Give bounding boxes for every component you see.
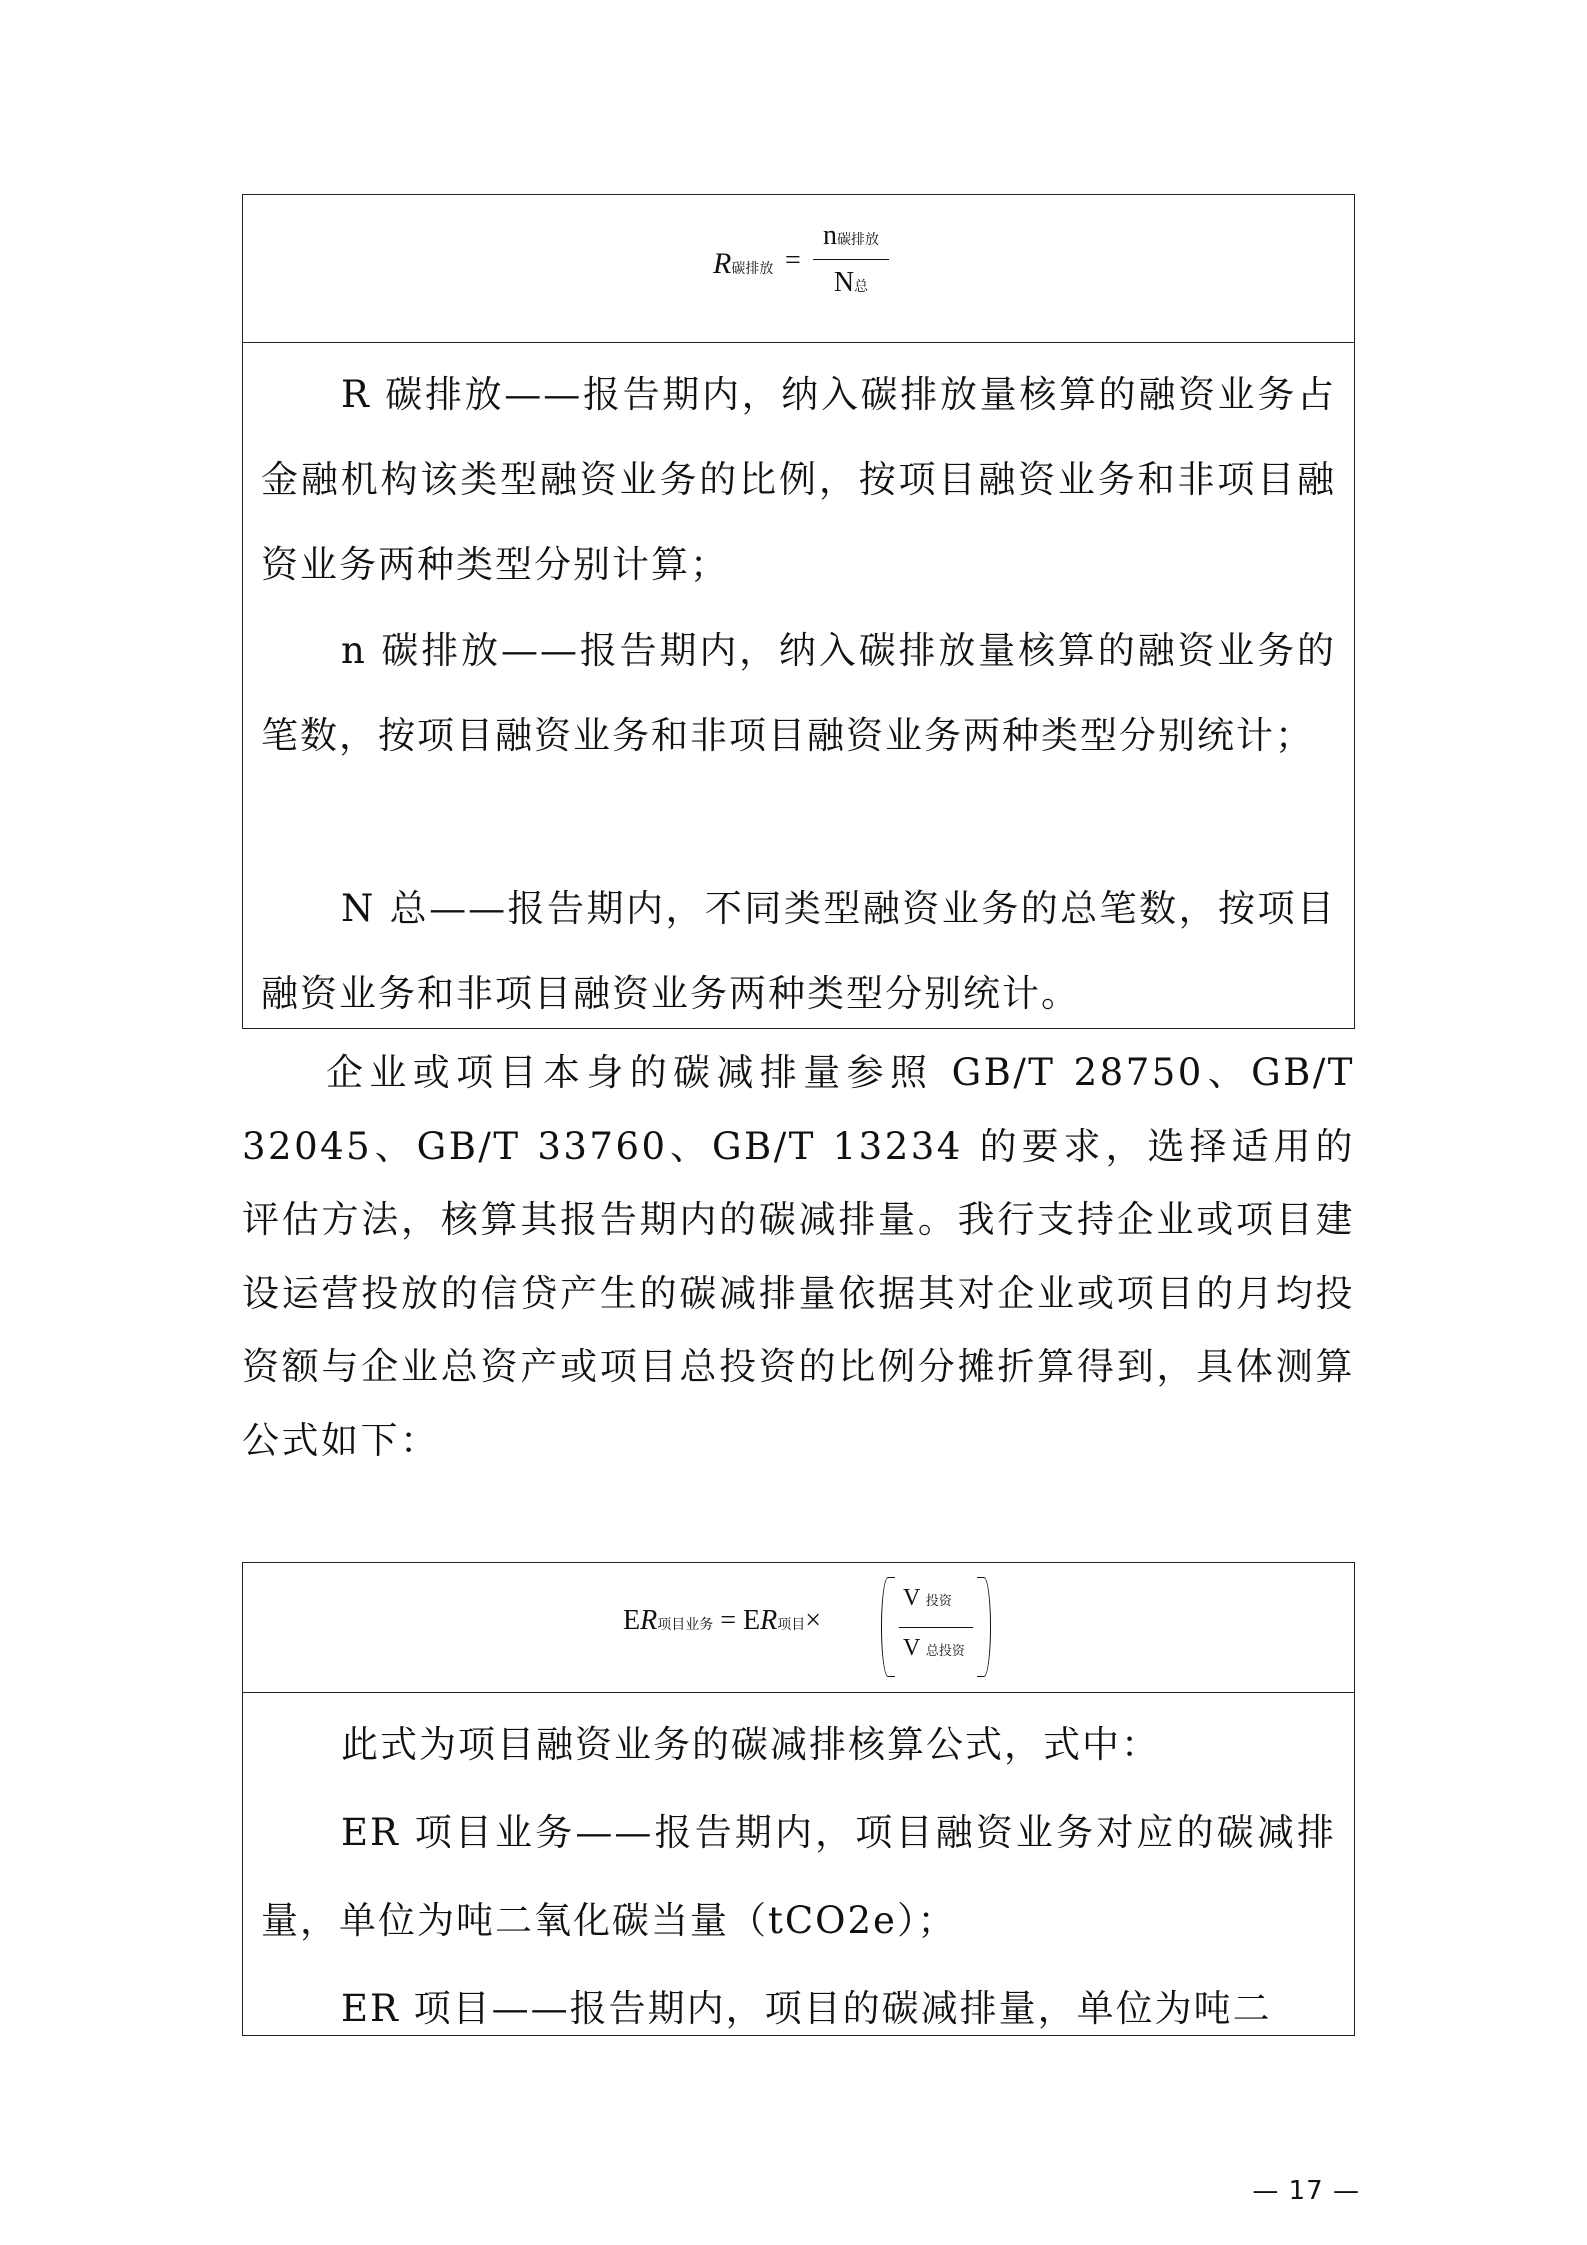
definition-n-total: N 总——报告期内，不同类型融资业务的总笔数，按项目融资业务和非项目融资业务两种类型分别统计。	[261, 887, 1336, 1015]
parenthesized-fraction: V 投资 V 总投资	[881, 1577, 991, 1677]
left-parenthesis	[881, 1577, 895, 1677]
formula-er-project-business: ER项目业务 = ER项目× V 投资 V 总投资	[623, 1575, 1043, 1681]
formula-table-1	[242, 194, 1355, 1029]
definition-r-carbon: R 碳排放——报告期内，纳入碳排放量核算的融资业务占金融机构该类型融资业务的比例，按项目融资业务和非项目融资业务两种类型分别计算；	[261, 373, 1336, 586]
formula-row	[243, 1563, 1354, 1693]
fraction-bar	[813, 259, 889, 260]
body-paragraph: 企业或项目本身的碳减排量参照 GB/T 28750、GB/T 32045、GB/T 33760、GB/T 13234 的要求，选择适用的评估方法，核算其报告期内的碳减排量。我行支持企业或项目建设运营投放的信贷产生的碳减排量依据其对企业或项目的月均投资额与企业总资产或项目总投资的比例分摊折算得到，具体测算公式如下：	[242, 1051, 1355, 1462]
formula-row	[243, 195, 1354, 343]
right-parenthesis	[977, 1577, 991, 1677]
formula-r-carbon-ratio: R碳排放 = n碳排放 N总	[713, 217, 913, 317]
definition-n-carbon: n 碳排放——报告期内，纳入碳排放量核算的融资业务的笔数，按项目融资业务和非项目融资业务两种类型分别统计；	[261, 629, 1336, 757]
page-number: — 17 —	[1252, 2176, 1360, 2206]
definition-er-project: ER 项目——报告期内，项目的碳减排量，单位为吨二	[341, 1987, 1272, 2030]
fraction: n碳排放 N总	[813, 217, 889, 302]
formula-table-2	[242, 1562, 1355, 2036]
formula-intro: 此式为项目融资业务的碳减排核算公式，式中：	[341, 1723, 1160, 1766]
fraction-bar	[899, 1627, 973, 1628]
definition-er-project-business: ER 项目业务——报告期内，项目融资业务对应的碳减排量，单位为吨二氧化碳当量（tCO2e）；	[261, 1811, 1336, 1942]
